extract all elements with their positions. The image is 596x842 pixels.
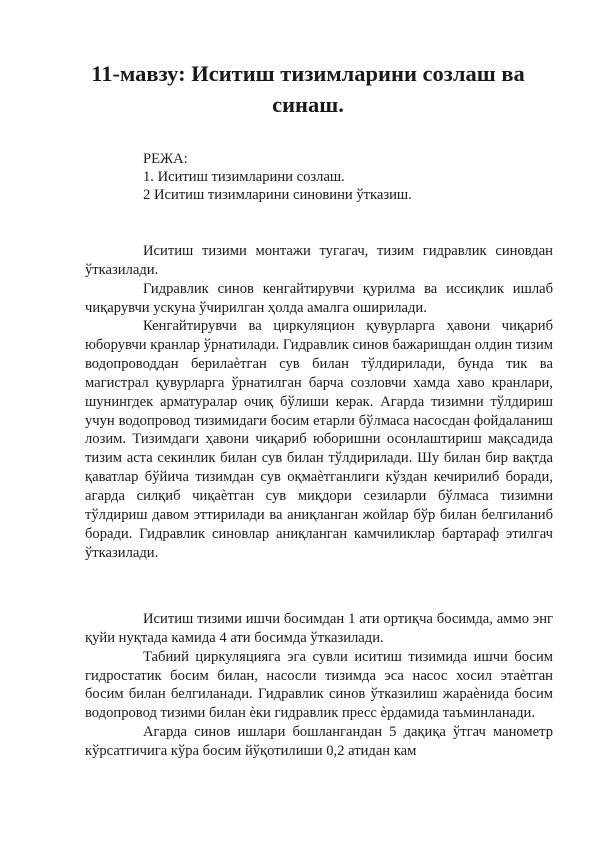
paragraph: Табиий циркуляцияга эга сувли иситиш тизимида ишчи босим гидростатик босим билан, насосли тизимда эса насос хосил этаѐтган босим билан белгиланади. Гидравлик синов ўтказилиш жараѐнида босим водопровод тизими билан ѐки гидравлик пресс ѐрдамида таъминланади.: [85, 648, 553, 722]
paragraph: Иситиш тизими ишчи босимдан 1 ати ортиқча босимда, аммо энг қуйи нуқтада камида 4 ати босимда ўтказилади.: [85, 611, 553, 646]
plan-item: 1. Иситиш тизимларини созлаш.: [143, 169, 345, 186]
paragraph: Агарда синов ишлари бошлангандан 5 дақиқа ўтгач манометр кўрсатгичига кўра босим йўқотилиши 0,2 атидан кам: [85, 724, 553, 759]
section-test-pressure: [85, 610, 553, 761]
paragraph: Гидравлик синов кенгайтирувчи қурилма ва иссиқлик ишлаб чиқарувчи ускуна ўчирилган ҳолда амалга оширилади.: [85, 280, 553, 316]
plan-heading: РЕЖА:: [143, 151, 188, 167]
document-title: 11-мавзу: Иситиш тизимларини созлаш ва синаш.: [91, 61, 525, 117]
paragraph: Иситиш тизими монтажи тугагач, тизим гидравлик синовдан ўтказилади.: [85, 243, 553, 278]
plan-item: 2 Иситиш тизимларини синовини ўтказиш.: [143, 187, 412, 204]
section-hydraulic-test-preparation: [85, 242, 553, 562]
plan-section: [143, 150, 412, 205]
paragraph: Кенгайтирувчи ва циркуляцион қувурларга ҳавони чиқариб юборувчи кранлар ўрнатилади. Гидравлик синов бажаришдан олдин тизим водопроводдан берилаѐтган сув билан тўлдирилади, бунда тик ва магистрал қувурларга ўрнатилган барча созловчи хамда хаво кранлари, шунингдек арматуралар очиқ бўлиши керак. Агарда тизимни тўлдириш учун водопровод тизимидаги босим етарли бўлмаса насосдан фойдаланиш лозим. Тизимдаги ҳавони чиқариб юборишни осонлаштириш мақсадида тизим аста секинлик билан сув билан тўлдирилади. Шу билан бир вақтда қаватлар бўйича тизимдан сув оқмаѐтганлиги кўздан кечирилиб боради, агарда силқиб чиқаѐтган сув миқдори сезиларли бўлмаса тизимни тўлдириш давом эттирилади ва аниқланган жойлар бўр билан белгиланиб боради. Гидравлик синовлар аниқланган камчиликлар бартараф этилгач ўтказилади.: [85, 318, 553, 561]
